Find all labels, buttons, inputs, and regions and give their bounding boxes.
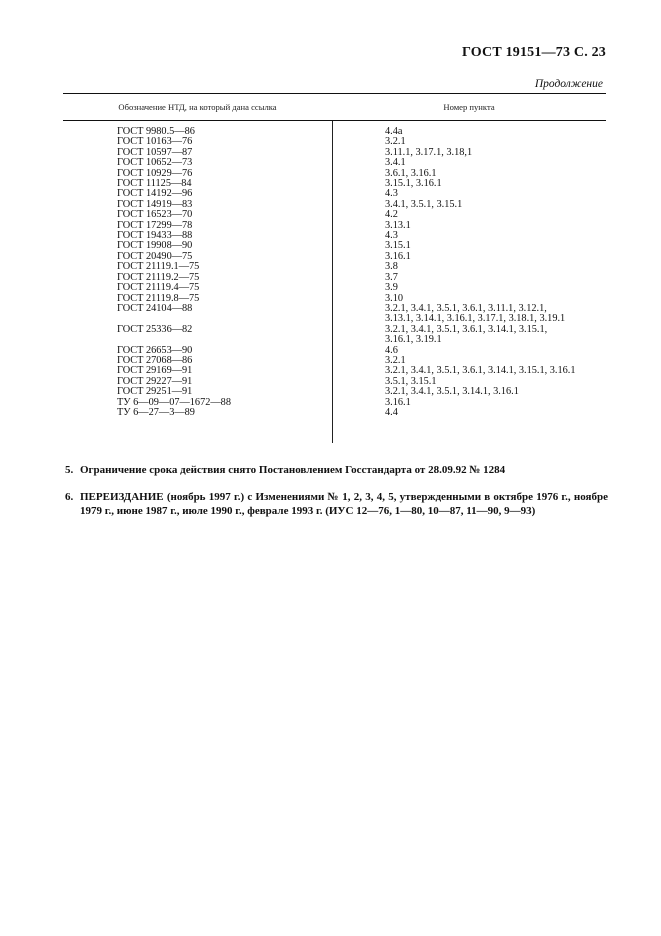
clause-number-line: 3.13.1 (385, 219, 411, 231)
clause-number-cell (332, 169, 606, 179)
clause-number-line: 3.9 (385, 282, 398, 294)
clause-number-line: 3.2.1 (385, 136, 406, 148)
note-paragraph (65, 490, 608, 519)
document-designation-cell: ГОСТ 11125—84 (117, 178, 192, 190)
clause-number-line: 3.2.1 (385, 354, 406, 366)
document-designation-cell: ТУ 6—27—3—89 (117, 406, 195, 418)
table-body (63, 121, 606, 418)
reference-table (63, 93, 606, 418)
document-designation-cell: ГОСТ 10929—76 (117, 167, 193, 179)
clause-number-line: 3.16.1 (385, 250, 411, 262)
clause-number-line: 3.11.1, 3.17.1, 3.18,1 (385, 146, 473, 158)
clause-number-line: 3.10 (385, 292, 404, 304)
document-designation-cell: ГОСТ 16523—70 (117, 209, 193, 221)
clause-number-line: 3.16.1, 3.19.1 (385, 334, 442, 346)
clause-number-cell (332, 262, 606, 272)
notes-section (65, 463, 608, 519)
clause-number-cell (332, 231, 606, 241)
clause-number-line: 3.5.1, 3.15.1 (385, 375, 437, 387)
clause-number-cell (332, 252, 606, 262)
document-designation-cell: ГОСТ 25336—82 (117, 323, 193, 335)
clause-number-line: 3.4.1 (385, 157, 406, 169)
clause-number-line: 3.15.1, 3.16.1 (385, 178, 442, 190)
clause-number-cell (332, 148, 606, 158)
note-text: ПЕРЕИЗДАНИЕ (ноябрь 1997 г.) с Изменениями № 1, 2, 3, 4, 5, утвержденными в октябре 1976 г., ноябре 1979 г., июне 1987 г., июле 1990 г., феврале 1993 г. (ИУС 12—76, 1—80, 10—87, 11—90, 9—93) (80, 490, 608, 517)
clause-number-cell (332, 179, 606, 189)
document-designation-cell: ГОСТ 27068—86 (117, 354, 193, 366)
clause-number-line: 3.4.1, 3.5.1, 3.15.1 (385, 198, 463, 210)
document-designation-cell: ГОСТ 10163—76 (117, 136, 193, 148)
column-header-clause: Номер пункта (443, 102, 495, 112)
clause-number-line: 3.13.1, 3.14.1, 3.16.1, 3.17.1, 3.18.1, 3.19.1 (385, 313, 566, 325)
document-designation-cell: ГОСТ 21119.8—75 (117, 292, 200, 304)
column-divider (332, 121, 333, 443)
document-designation-cell: ГОСТ 17299—78 (117, 219, 193, 231)
clause-number-line: 3.16.1 (385, 396, 411, 408)
note-paragraph (65, 463, 608, 478)
table-header (63, 94, 606, 120)
document-designation-cell: ГОСТ 10597—87 (117, 146, 193, 158)
table-row (63, 304, 606, 325)
clause-number-cell (332, 398, 606, 408)
document-designation-cell: ТУ 6—09—07—1672—88 (117, 396, 231, 408)
document-designation-cell: ГОСТ 26653—90 (117, 344, 193, 356)
document-designation-cell: ГОСТ 29251—91 (117, 386, 193, 398)
table-row (63, 387, 606, 397)
table-row (63, 408, 606, 418)
note-number: 5. (65, 464, 74, 476)
document-designation-cell: ГОСТ 21119.2—75 (117, 271, 200, 283)
page-header-title: ГОСТ 19151—73 С. 23 (462, 45, 606, 60)
document-designation-cell: ГОСТ 9980.5—86 (117, 126, 195, 137)
clause-number-cell (332, 273, 606, 283)
clause-number-cell (332, 283, 606, 293)
clause-number-cell (332, 387, 606, 397)
clause-number-cell (332, 127, 606, 137)
document-designation-cell: ГОСТ 10652—73 (117, 157, 193, 169)
document-designation-cell: ГОСТ 21119.4—75 (117, 282, 200, 294)
clause-number-cell (332, 325, 606, 346)
table-row (63, 325, 606, 346)
clause-number-line: 3.6.1, 3.16.1 (385, 167, 437, 179)
clause-number-line: 3.2.1, 3.4.1, 3.5.1, 3.6.1, 3.14.1, 3.15.1, (385, 323, 548, 335)
clause-number-cell (332, 346, 606, 356)
clause-number-line: 4.2 (385, 209, 398, 221)
clause-number-cell (332, 158, 606, 168)
clause-number-line: 3.7 (385, 271, 398, 283)
note-number: 6. (65, 490, 74, 503)
clause-number-cell (332, 241, 606, 251)
clause-number-cell (332, 304, 606, 325)
document-designation-cell: ГОСТ 24104—88 (117, 302, 193, 314)
document-designation-cell: ГОСТ 20490—75 (117, 250, 193, 262)
clause-number-line: 3.15.1 (385, 240, 411, 252)
continuation-label: Продолжение (534, 78, 603, 90)
clause-number-cell (332, 408, 606, 418)
clause-number-cell (332, 221, 606, 231)
table-row (63, 283, 606, 293)
document-designation-cell: ГОСТ 29227—91 (117, 375, 193, 387)
clause-number-line: 3.2.1, 3.4.1, 3.5.1, 3.6.1, 3.11.1, 3.12.1, (385, 302, 547, 314)
document-designation-cell: ГОСТ 14919—83 (117, 198, 193, 210)
document-designation-cell: ГОСТ 21119.1—75 (117, 261, 200, 273)
document-designation-cell: ГОСТ 29169—91 (117, 365, 193, 377)
clause-number-cell (332, 189, 606, 199)
note-text: Ограничение срока действия снято Постановлением Госстандарта от 28.09.92 № 1284 (80, 464, 506, 476)
clause-number-line: 3.2.1, 3.4.1, 3.5.1, 3.6.1, 3.14.1, 3.15.1, 3.16.1 (385, 365, 576, 377)
document-designation-cell: ГОСТ 19433—88 (117, 230, 193, 242)
clause-number-line: 4.4а (385, 126, 403, 137)
clause-number-line: 4.4 (385, 406, 398, 418)
document-designation-cell: ГОСТ 19908—90 (117, 240, 193, 252)
clause-number-line: 4.3 (385, 230, 398, 242)
clause-number-line: 3.8 (385, 261, 398, 273)
clause-number-line: 3.2.1, 3.4.1, 3.5.1, 3.14.1, 3.16.1 (385, 386, 519, 398)
clause-number-line: 4.3 (385, 188, 398, 200)
clause-number-line: 4.6 (385, 344, 398, 356)
clause-number-cell (332, 200, 606, 210)
clause-number-cell (332, 366, 606, 376)
clause-number-cell (332, 210, 606, 220)
column-header-document: Обозначение НТД, на который дана ссылка (118, 102, 277, 112)
document-designation-cell: ГОСТ 14192—96 (117, 188, 193, 200)
